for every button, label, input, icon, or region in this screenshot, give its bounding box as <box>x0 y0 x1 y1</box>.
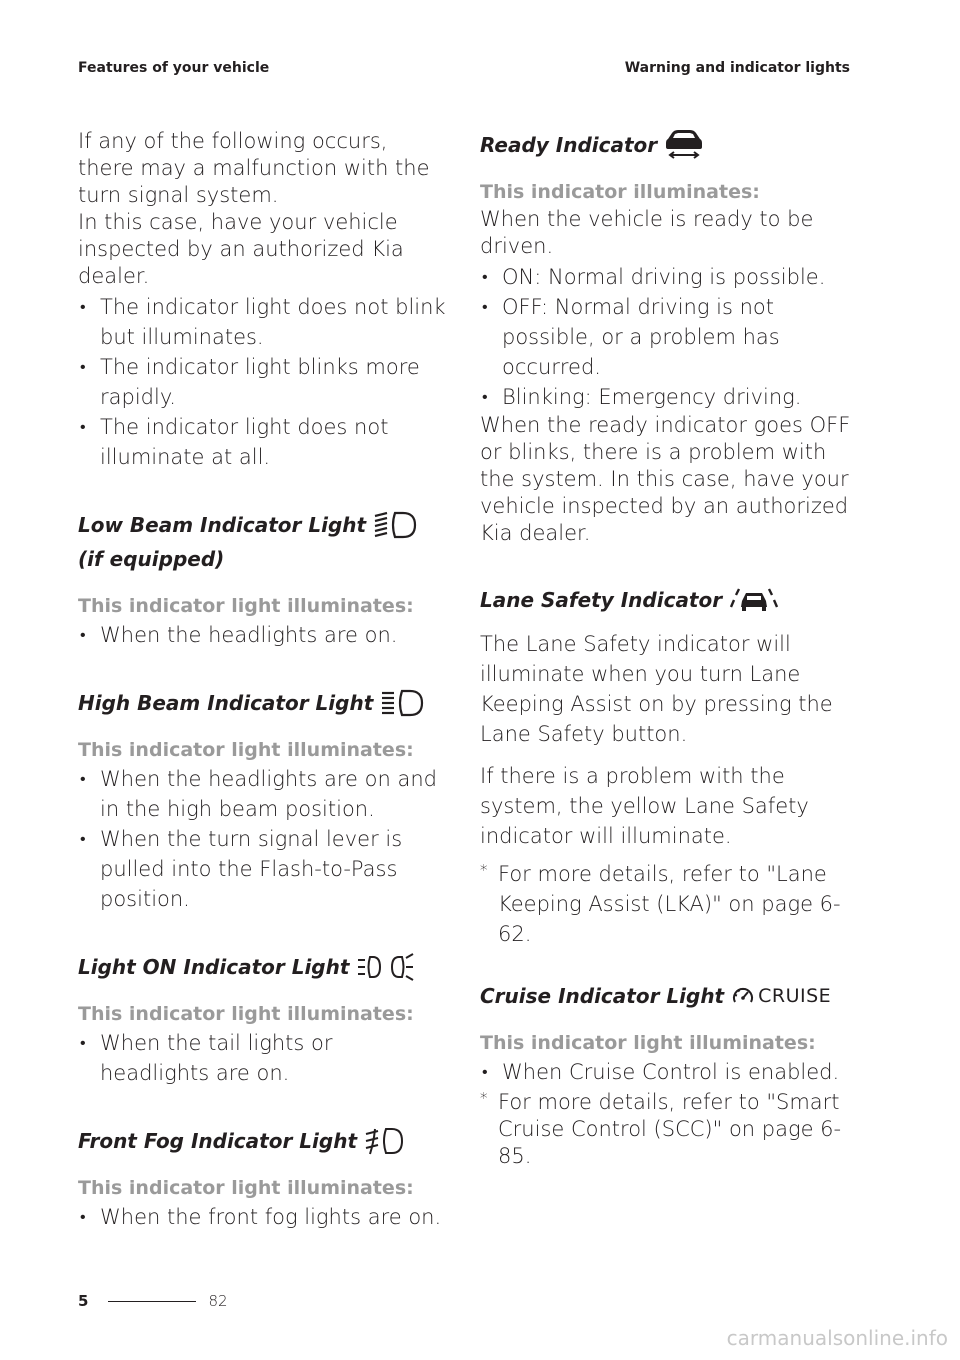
front-fog-section <box>78 1124 448 1232</box>
section-heading <box>480 128 852 162</box>
header-chapter-title: Warning and indicator lights <box>624 60 850 76</box>
list-item: • When the tail lights or headlights are on. <box>78 1028 448 1088</box>
ready-after: When the ready indicator goes OFF or blinks, there is a problem with the system. In this case, have your vehicle inspected by an authorized Kia dealer. <box>480 413 851 545</box>
front-fog-bullets <box>78 1202 448 1232</box>
section-heading <box>78 686 448 720</box>
lane-safety-note-text: For more details, refer to "Lane Keeping Assist (LKA)" on page 6-62. <box>498 862 841 946</box>
footer-section-number: 5 <box>78 1292 89 1310</box>
ready-section <box>480 128 852 547</box>
footer-rule <box>108 1301 196 1302</box>
note-asterisk: * <box>480 861 488 879</box>
note-asterisk: * <box>480 1089 488 1107</box>
front-fog-icon <box>364 1126 408 1156</box>
section-heading <box>480 583 852 617</box>
lane-safety-section <box>480 583 852 949</box>
left-column <box>78 128 448 1232</box>
list-item: • OFF: Normal driving is not possible, or a problem has occurred. <box>480 292 852 382</box>
list-item: • When the headlights are on. <box>78 620 448 650</box>
section-heading <box>78 1124 448 1158</box>
list-item: • When the front fog lights are on. <box>78 1202 448 1232</box>
low-beam-section <box>78 508 448 650</box>
page-footer <box>78 1292 228 1310</box>
low-beam-title-suffix: (if equipped) <box>78 547 225 571</box>
low-beam-title: Low Beam Indicator Light <box>78 513 367 537</box>
ready-car-icon <box>664 129 704 161</box>
ready-lead: When the vehicle is ready to be driven. <box>480 207 814 258</box>
intro-paragraph-1: If any of the following occurs, there may a malfunction with the turn signal system. <box>78 129 430 207</box>
lane-safety-title: Lane Safety Indicator <box>480 588 723 612</box>
lane-safety-paragraph-1: The Lane Safety indicator will illuminate when you turn Lane Keeping Assist on by pressing the Lane Safety button. <box>480 632 833 746</box>
ready-bullets <box>480 262 852 412</box>
section-heading <box>78 508 448 576</box>
list-item: • When the headlights are on and in the high beam position. <box>78 764 448 824</box>
list-item: • The indicator light does not blink but illuminates. <box>78 292 448 352</box>
cruise-bullets <box>480 1057 852 1087</box>
footer-page-number: 82 <box>208 1292 228 1310</box>
ready-title: Ready Indicator <box>480 133 658 157</box>
low-beam-subhead: This indicator light illuminates: <box>78 595 414 617</box>
low-beam-icon <box>373 510 419 540</box>
intro-paragraph-2: In this case, have your vehicle inspected by an authorized Kia dealer. <box>78 210 404 288</box>
cruise-title: Cruise Indicator Light <box>480 984 725 1008</box>
right-column <box>480 128 852 1170</box>
lane-safety-note <box>480 859 852 949</box>
light-on-bullets <box>78 1028 448 1088</box>
cruise-icon-text: CRUISE <box>758 985 832 1007</box>
high-beam-section <box>78 686 448 914</box>
list-item: • When Cruise Control is enabled. <box>480 1057 852 1087</box>
list-item: • ON: Normal driving is possible. <box>480 262 852 292</box>
light-on-title: Light ON Indicator Light <box>78 955 350 979</box>
watermark: carmanualsonline.info <box>726 1326 948 1350</box>
cruise-note <box>480 1089 852 1170</box>
cruise-subhead: This indicator light illuminates: <box>480 1032 816 1054</box>
list-item: • Blinking: Emergency driving. <box>480 382 852 412</box>
list-item: • When the turn signal lever is pulled into the Flash-to-Pass position. <box>78 824 448 914</box>
cruise-section <box>480 979 852 1170</box>
high-beam-icon <box>380 688 426 718</box>
section-heading <box>78 950 448 984</box>
front-fog-subhead: This indicator light illuminates: <box>78 1177 414 1199</box>
list-item: • The indicator light blinks more rapidly. <box>78 352 448 412</box>
cruise-note-text: For more details, refer to "Smart Cruise Control (SCC)" on page 6-85. <box>498 1090 842 1168</box>
ready-subhead: This indicator illuminates: <box>480 181 760 203</box>
high-beam-bullets <box>78 764 448 914</box>
high-beam-subhead: This indicator light illuminates: <box>78 739 414 761</box>
light-on-section <box>78 950 448 1088</box>
lane-safety-paragraph-2: If there is a problem with the system, the yellow Lane Safety indicator will illuminate. <box>480 764 809 848</box>
light-on-icon <box>356 952 416 982</box>
front-fog-title: Front Fog Indicator Light <box>78 1129 358 1153</box>
lane-safety-icon <box>729 585 779 615</box>
section-heading <box>480 979 852 1013</box>
list-item: • The indicator light does not illuminate at all. <box>78 412 448 472</box>
low-beam-bullets <box>78 620 448 650</box>
intro-bullet-list <box>78 292 448 472</box>
high-beam-title: High Beam Indicator Light <box>78 691 374 715</box>
header-section-title: Features of your vehicle <box>78 60 270 76</box>
light-on-subhead: This indicator light illuminates: <box>78 1003 414 1025</box>
cruise-speedometer-icon <box>731 984 755 1008</box>
